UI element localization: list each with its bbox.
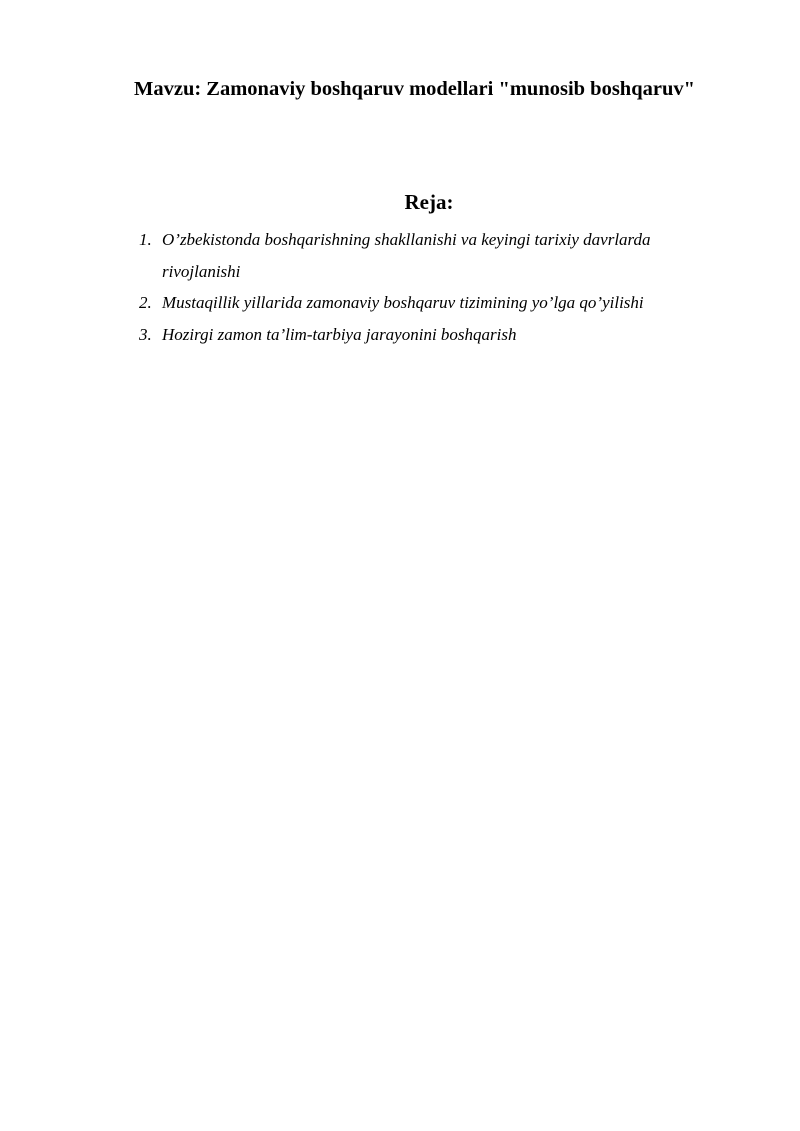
plan-item-number: 1. <box>139 230 152 249</box>
plan-item-text: O’zbekistonda boshqarishning shakllanishi va keyingi tarixiy davrlarda rivojlanishi <box>162 230 651 281</box>
plan-list <box>0 224 800 350</box>
plan-item <box>0 319 800 351</box>
plan-item-number: 2. <box>139 293 152 312</box>
plan-item-text: Hozirgi zamon ta’lim-tarbiya jarayonini boshqarish <box>162 324 517 344</box>
document-title: Mavzu: Zamonaviy boshqaruv modellari "munosib boshqaruv" <box>134 78 695 100</box>
plan-item-number: 3. <box>139 324 152 344</box>
plan-heading: Reja: <box>404 190 454 214</box>
plan-item <box>0 287 800 319</box>
plan-item <box>0 224 800 287</box>
plan-item-text: Mustaqillik yillarida zamonaviy boshqaruv tizimining yo’lga qo’yilishi <box>162 293 644 312</box>
